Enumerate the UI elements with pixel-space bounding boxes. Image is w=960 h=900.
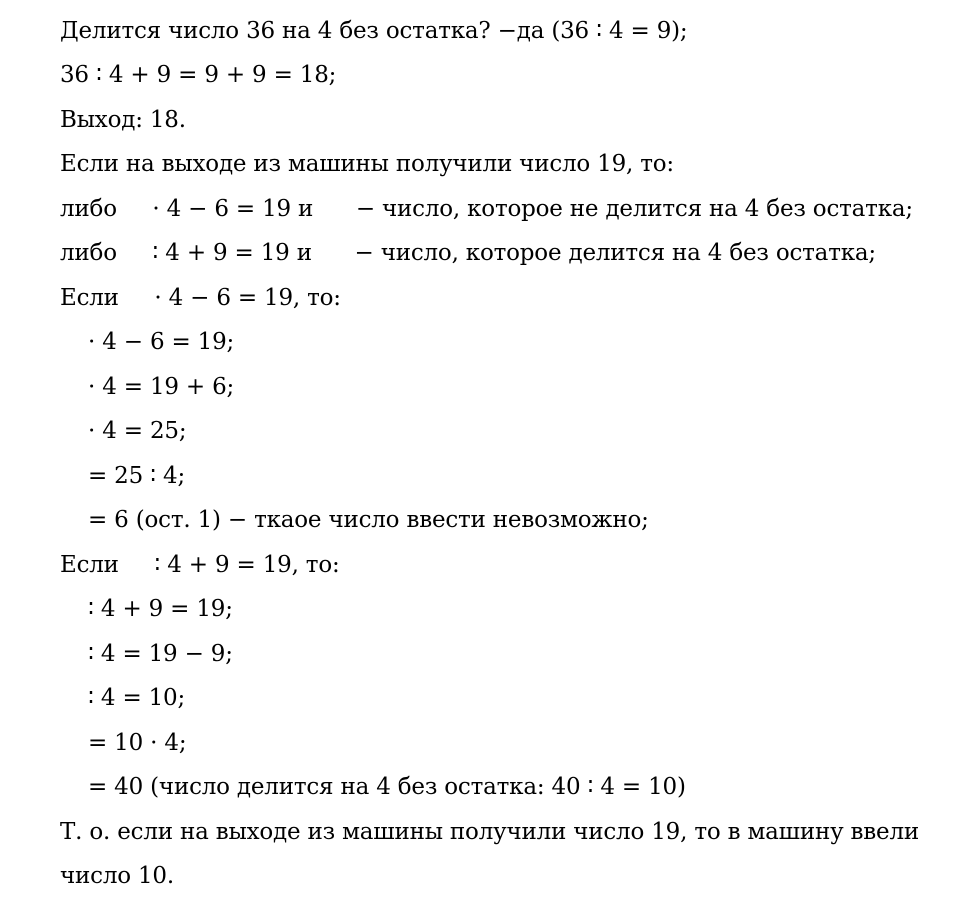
text-line-8: · 4 − 6 = 19;: [88, 329, 235, 355]
text-line-16: ∶ 4 = 10;: [88, 685, 186, 711]
text-line-12: = 6 (ост. 1) − ткаое число ввести невозможно;: [88, 507, 649, 533]
text-line-14: ∶ 4 + 9 = 19;: [88, 596, 233, 622]
text-line-1: Делится число 36 на 4 без остатка? −да (36 ∶ 4 = 9);: [60, 18, 688, 44]
text-line-13: Если ∶ 4 + 9 = 19, то:: [60, 552, 340, 578]
text-line-19: Т. о. если на выходе из машины получили число 19, то в машину ввели: [60, 819, 919, 845]
text-line-4: Если на выходе из машины получили число 19, то:: [60, 151, 674, 177]
text-line-17: = 10 · 4;: [88, 730, 187, 756]
text-line-11: = 25 ∶ 4;: [88, 463, 186, 489]
text-line-2: 36 ∶ 4 + 9 = 9 + 9 = 18;: [60, 62, 337, 88]
text-line-6: либо ∶ 4 + 9 = 19 и − число, которое делится на 4 без остатка;: [60, 240, 876, 266]
text-line-3: Выход: 18.: [60, 107, 186, 133]
text-line-5: либо · 4 − 6 = 19 и − число, которое не делится на 4 без остатка;: [60, 196, 913, 222]
text-line-15: ∶ 4 = 19 − 9;: [88, 641, 233, 667]
text-line-18: = 40 (число делится на 4 без остатка: 40 ∶ 4 = 10): [88, 774, 686, 800]
text-line-7: Если · 4 − 6 = 19, то:: [60, 285, 341, 311]
text-line-9: · 4 = 19 + 6;: [88, 374, 235, 400]
text-line-20: число 10.: [60, 863, 174, 889]
text-line-10: · 4 = 25;: [88, 418, 187, 444]
